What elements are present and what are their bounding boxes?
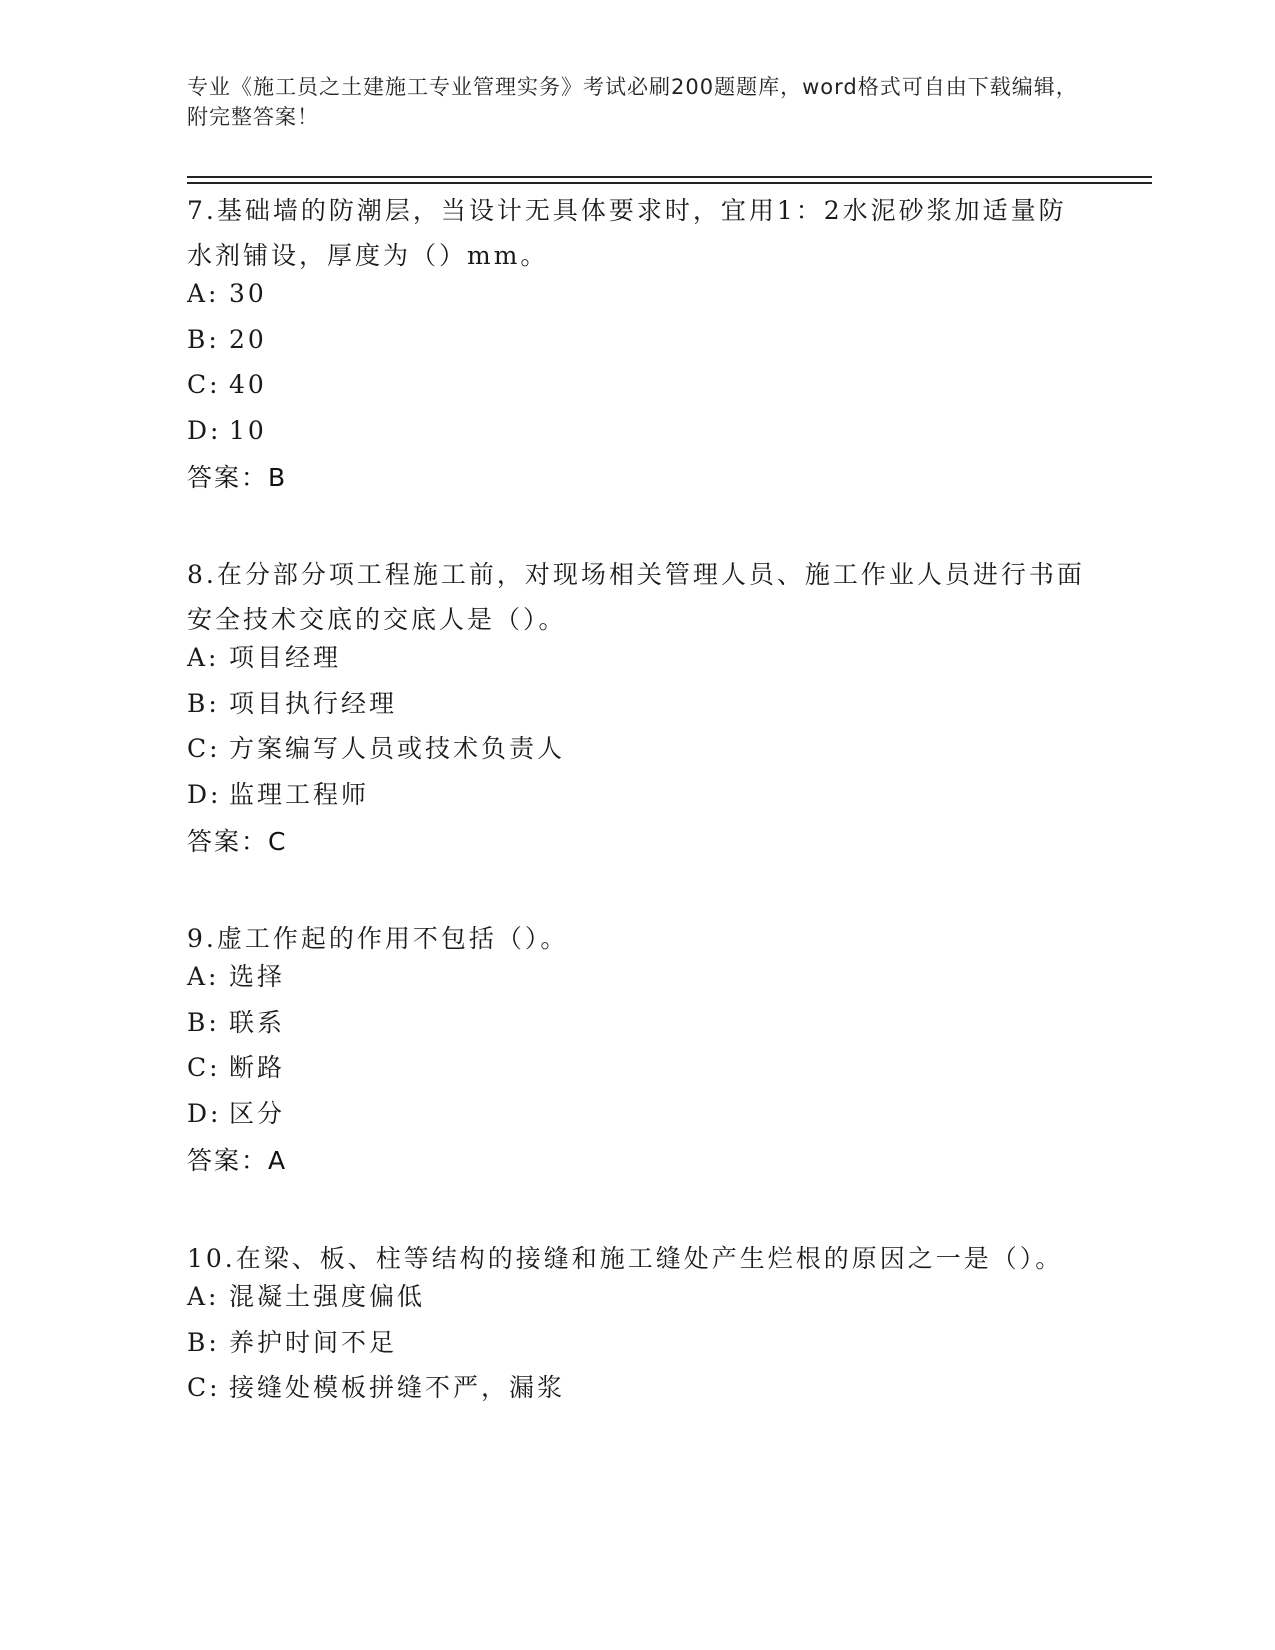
option-text: 10 [229,415,267,445]
question-9 [187,916,1087,1176]
option-text: 项目执行经理 [229,688,398,718]
header-divider-bottom [187,182,1152,184]
question-7 [187,188,1087,493]
option-text: 联系 [229,1007,286,1037]
question-10 [187,1236,1087,1418]
option-text: 混凝土强度偏低 [229,1282,426,1311]
option-key: B: [187,324,220,354]
option-key: A: [187,643,220,672]
option-key: C: [187,734,221,763]
option-text: 项目经理 [229,643,342,672]
option-text: 养护时间不足 [229,1327,398,1357]
question-stem: 10.在梁、板、柱等结构的接缝和施工缝处产生烂根的原因之一是（）。 [187,1244,1064,1273]
option-key: A: [187,1282,220,1311]
option-d [187,415,1087,461]
option-text: 40 [229,370,267,399]
option-d [187,1098,1087,1144]
answer-line: 答案：C [187,827,288,856]
question-8 [187,552,1087,857]
option-key: C: [187,370,221,399]
option-key: B: [187,1007,220,1037]
option-key: C: [187,1053,221,1082]
option-key: D: [187,415,222,445]
option-c [187,733,1087,779]
option-a [187,278,1087,324]
option-key: A: [187,962,220,991]
option-b [187,688,1087,734]
option-text: 20 [229,324,267,354]
option-a [187,961,1087,1007]
option-text: 断路 [229,1053,286,1082]
option-a [187,642,1087,688]
answer-line: 答案：B [187,463,288,492]
option-key: A: [187,279,220,308]
option-key: B: [187,688,220,718]
option-text: 选择 [229,962,286,991]
option-text: 接缝处模板拼缝不严，漏浆 [229,1373,566,1402]
question-stem: 7.基础墙的防潮层，当设计无具体要求时，宜用1：2水泥砂浆加适量防水剂铺设，厚度为（）mm。 [187,196,1067,270]
option-text: 监理工程师 [229,779,370,809]
option-key: D: [187,779,222,809]
answer-line: 答案：A [187,1146,288,1175]
option-text: 区分 [229,1098,286,1128]
question-stem: 8.在分部分项工程施工前，对现场相关管理人员、施工作业人员进行书面安全技术交底的交底人是（）。 [187,560,1085,634]
option-a [187,1281,1087,1327]
option-key: B: [187,1327,220,1357]
question-stem: 9.虚工作起的作用不包括（）。 [187,924,569,953]
option-key: C: [187,1373,221,1402]
document-header: 专业《施工员之土建施工专业管理实务》考试必刷200题题库，word格式可自由下载编辑，附完整答案！ [187,75,1078,129]
option-text: 方案编写人员或技术负责人 [229,734,566,763]
option-b [187,324,1087,370]
option-b [187,1007,1087,1053]
header-divider-top [187,176,1152,178]
option-text: 30 [229,279,267,308]
option-c [187,1052,1087,1098]
option-b [187,1327,1087,1373]
option-c [187,369,1087,415]
option-d [187,779,1087,825]
option-c [187,1372,1087,1418]
option-key: D: [187,1098,222,1128]
